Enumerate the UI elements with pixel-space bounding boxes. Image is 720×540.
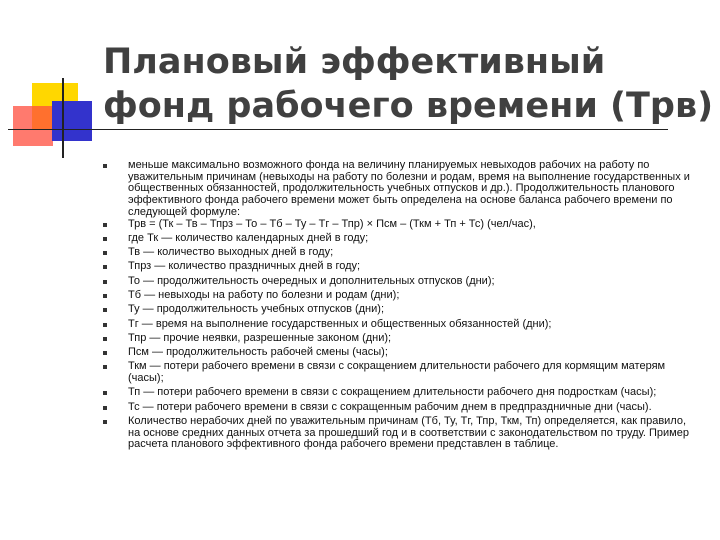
bullet-item: То — продолжительность очередных и дополнительных отпусков (дни); xyxy=(100,276,700,288)
bullet-item: Псм — продолжительность рабочей смены (часы); xyxy=(100,347,700,359)
bullet-item: Тс — потери рабочего времени в связи с сокращенным рабочим днем в предпраздничные дни (часы). xyxy=(100,402,700,414)
bullet-item: Тпр — прочие неявки, разрешенные законом (дни); xyxy=(100,333,700,345)
bullet-item: Тг — время на выполнение государственных и общественных обязанностей (дни); xyxy=(100,319,700,331)
bullet-item: Трв = (Тк – Тв – Тпрз – То – Тб – Ту – Тг – Тпр) × Псм – (Ткм + Тп + Тс) (чел/час), xyxy=(100,219,700,231)
bullet-item: Количество нерабочих дней по уважительным причинам (Тб, Ту, Тг, Тпр, Ткм, Тп) определяется, как правило, на основе средних данных отчета за прошедший год и в соответствии с законодательством по труду. Пример расчета планового эффективного фонда рабочего времени представлен в таблице. xyxy=(100,416,700,451)
bullet-item: Ткм — потери рабочего времени в связи с сокращением длительности рабочего для кормящим матерям (часы); xyxy=(100,361,700,384)
bullet-item: меньше максимально возможного фонда на величину планируемых невыходов рабочих на работу по уважительным причинам (невыходы на работу по болезни и родам, время на выполнение государственных и общественных обязанностей, продолжительность учебных отпусков и др.). Продолжительность планового эффективного фонда рабочего времени может быть определена на основе баланса рабочего времени по следующей формуле: xyxy=(100,160,700,219)
bullet-item: Тв — количество выходных дней в году; xyxy=(100,247,700,259)
decor-blue-square xyxy=(52,101,92,141)
bullet-list xyxy=(100,160,700,451)
decor-red-square xyxy=(13,106,53,146)
decor-horizontal-line xyxy=(8,129,668,130)
bullet-item: Тпрз — количество праздничных дней в году; xyxy=(100,261,700,273)
slide-title-line-1: Плановый эффективный xyxy=(103,42,606,82)
slide-title xyxy=(103,40,713,128)
bullet-item: где Тк — количество календарных дней в году; xyxy=(100,233,700,245)
slide-title-line-2: фонд рабочего времени (Трв) xyxy=(103,86,714,126)
decor-vertical-line xyxy=(62,78,64,158)
bullet-item: Тп — потери рабочего времени в связи с сокращением длительности рабочего дня подросткам (часы); xyxy=(100,387,700,399)
bullet-item: Ту — продолжительность учебных отпусков (дни); xyxy=(100,304,700,316)
bullet-item: Тб — невыходы на работу по болезни и родам (дни); xyxy=(100,290,700,302)
